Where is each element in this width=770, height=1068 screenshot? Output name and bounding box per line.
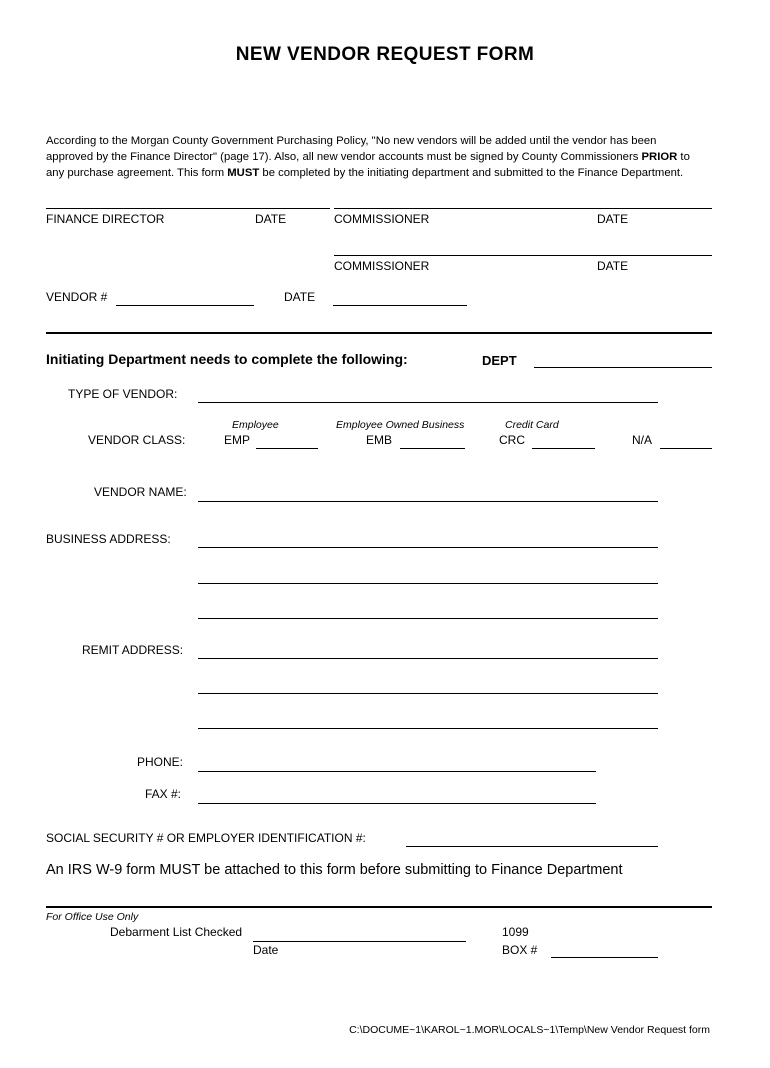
section-divider-top bbox=[46, 332, 712, 334]
label-dept: DEPT bbox=[482, 353, 517, 368]
finance-director-signature-line[interactable] bbox=[46, 208, 330, 209]
label-debarment-date: Date bbox=[253, 943, 279, 957]
label-fax: FAX #: bbox=[145, 787, 182, 801]
na-field-line[interactable] bbox=[660, 448, 712, 449]
crc-field-line[interactable] bbox=[532, 448, 595, 449]
vendor-number-field-line[interactable] bbox=[116, 305, 254, 306]
code-crc: CRC bbox=[499, 433, 525, 447]
phone-field-line[interactable] bbox=[198, 771, 596, 772]
label-ssn-ein: SOCIAL SECURITY # OR EMPLOYER IDENTIFICATION #: bbox=[46, 831, 366, 845]
code-emp: EMP bbox=[224, 433, 251, 447]
dept-field-line[interactable] bbox=[534, 367, 712, 368]
intro-text-part2: to any purchase agreement. This form bbox=[46, 151, 690, 180]
box-number-field-line[interactable] bbox=[551, 957, 658, 958]
vendor-date-field-line[interactable] bbox=[333, 305, 467, 306]
page-title: NEW VENDOR REQUEST FORM bbox=[235, 44, 535, 65]
label-vendor-name: VENDOR NAME: bbox=[94, 485, 187, 499]
commissioner1-signature-line[interactable] bbox=[334, 208, 712, 209]
emp-field-line[interactable] bbox=[256, 448, 318, 449]
label-business-address: BUSINESS ADDRESS: bbox=[46, 532, 171, 546]
remit-address-line-1[interactable] bbox=[198, 658, 658, 659]
label-date-finance: DATE bbox=[255, 212, 287, 226]
commissioner2-signature-line[interactable] bbox=[334, 255, 712, 256]
vendor-name-field-line[interactable] bbox=[198, 501, 658, 502]
intro-text-part1: According to the Morgan County Government Purchasing Policy, "No new vendors will be added until the vendor has been approved by the Finance Director" (page 17). Also, all new vendor accounts must be signed by County Commissioners bbox=[46, 135, 657, 164]
office-use-divider bbox=[46, 906, 712, 908]
ssn-ein-field-line[interactable] bbox=[406, 846, 658, 847]
emb-field-line[interactable] bbox=[400, 448, 465, 449]
label-box-number: BOX # bbox=[502, 943, 538, 957]
code-na: N/A bbox=[632, 433, 653, 447]
label-vendor-number: VENDOR # bbox=[46, 290, 108, 304]
intro-bold-must: MUST bbox=[227, 167, 260, 180]
section-heading: Initiating Department needs to complete the following: bbox=[46, 351, 408, 367]
caption-employee-owned-business: Employee Owned Business bbox=[336, 419, 465, 431]
business-address-line-1[interactable] bbox=[198, 547, 658, 548]
debarment-field-line[interactable] bbox=[253, 941, 466, 942]
intro-paragraph bbox=[46, 133, 706, 182]
intro-bold-prior: PRIOR bbox=[641, 151, 678, 164]
label-1099: 1099 bbox=[502, 925, 529, 939]
label-commissioner-1: COMMISSIONER bbox=[334, 212, 430, 226]
label-debarment-list-checked: Debarment List Checked bbox=[110, 925, 243, 939]
footer-file-path: C:\DOCUME~1\KAROL~1.MOR\LOCALS~1\Temp\New Vendor Request form bbox=[349, 1024, 710, 1036]
irs-w9-notice: An IRS W-9 form MUST be attached to this form before submitting to Finance Department bbox=[46, 862, 623, 878]
code-emb: EMB bbox=[366, 433, 393, 447]
label-date-commissioner-2: DATE bbox=[597, 259, 629, 273]
label-type-of-vendor: TYPE OF VENDOR: bbox=[68, 387, 178, 401]
label-date-commissioner-1: DATE bbox=[597, 212, 629, 226]
remit-address-line-2[interactable] bbox=[198, 693, 658, 694]
fax-field-line[interactable] bbox=[198, 803, 596, 804]
label-finance-director: FINANCE DIRECTOR bbox=[46, 212, 165, 226]
type-of-vendor-field-line[interactable] bbox=[198, 402, 658, 403]
caption-credit-card: Credit Card bbox=[505, 419, 559, 431]
label-remit-address: REMIT ADDRESS: bbox=[82, 643, 184, 657]
label-for-office-use-only: For Office Use Only bbox=[46, 911, 139, 923]
form-page bbox=[0, 44, 770, 1068]
caption-employee: Employee bbox=[232, 419, 279, 431]
intro-text-part3: be completed by the initiating department and submitted to the Finance Department. bbox=[259, 167, 684, 180]
label-commissioner-2: COMMISSIONER bbox=[334, 259, 430, 273]
label-date-vendor: DATE bbox=[284, 290, 316, 304]
label-phone: PHONE: bbox=[137, 755, 184, 769]
business-address-line-3[interactable] bbox=[198, 618, 658, 619]
business-address-line-2[interactable] bbox=[198, 583, 658, 584]
remit-address-line-3[interactable] bbox=[198, 728, 658, 729]
label-vendor-class: VENDOR CLASS: bbox=[88, 433, 186, 447]
